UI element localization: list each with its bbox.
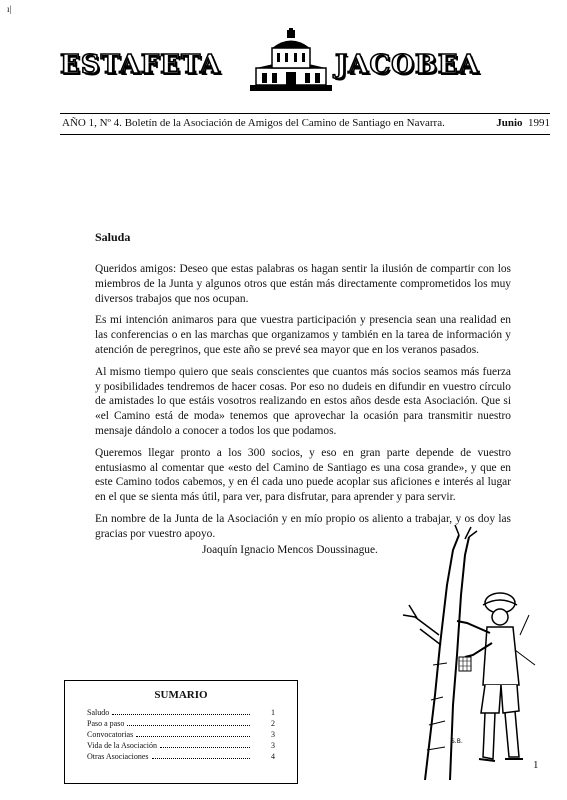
corner-mark: ı|: [7, 4, 12, 14]
church-logo-icon: [250, 28, 332, 92]
leader-dots: [160, 747, 250, 748]
article-title: Saluda: [95, 230, 131, 244]
leader-dots: [112, 714, 250, 715]
masthead-word-left: ESTAFETA: [60, 50, 222, 80]
article-paragraph: Al mismo tiempo quiero que seais conscientes que cuantos más socios seamos más fuerza y posibilidades tendremos de hacer cosas. Por eso no dudeis en difundir en vuestro círculo de amistades lo que estáis vosotros realizando en estos años desde esta Asociación. Que si «el Camino está de moda» tenemos que aprovechar la ocasión para transmitir nuestro mensaje dándolo a conocer a todos los que podamos.: [95, 365, 511, 437]
sumario-item: [87, 718, 275, 729]
masthead-word-right: JACOBEA: [335, 50, 480, 80]
issue-year: 1991: [528, 117, 550, 129]
issue-number: AÑO 1, Nº 4.: [62, 117, 122, 129]
leader-dots: [127, 725, 250, 726]
signature: Joaquín Ignacio Mencos Doussinague.: [202, 544, 378, 556]
sumario-item-page: 3: [271, 741, 275, 750]
sumario-item: [87, 729, 275, 740]
article-body: [95, 262, 511, 549]
sumario-item: [87, 707, 275, 718]
sumario-item-page: 4: [271, 752, 275, 761]
article-paragraph: Queremos llegar pronto a los 300 socios, y eso en gran parte depende de vuestro entusiasmo al comentar que «esto del Camino de Santiago es una cosa grande», y que en este Camino todos cabemos, y en él cada uno puede acoplar sus aficiones e interés al lugar en el que se sienta más útil, para ver, para disfrutar, para aprender y para servir.: [95, 446, 511, 504]
sumario-item-page: 1: [271, 708, 275, 717]
illustration-initials: S.B.: [451, 738, 463, 745]
sumario-item: [87, 751, 275, 762]
sumario-item-label: Otras Asociaciones: [87, 752, 149, 761]
sumario-title: SUMARIO: [154, 689, 208, 701]
article-paragraph: En nombre de la Junta de la Asociación y en mío propio os aliento a trabajar, y os doy las gracias por vuestro apoyo.: [95, 512, 511, 540]
pilgrim-marking-tree-illustration: [395, 525, 545, 780]
masthead: [60, 28, 510, 98]
sumario-item-label: Saludo: [87, 708, 110, 717]
sumario-item-label: Paso a paso: [87, 719, 125, 728]
header-rule-bottom: [60, 134, 550, 135]
article-paragraph: Es mi intención animaros para que vuestra participación y presencia sean una realidad en las conferencias o en las marchas que organizamos y también en la tarea de información y atención de peregrinos, que este año se prevé sea mayor que en los veranos pasados.: [95, 314, 511, 356]
issue-header: [62, 117, 550, 131]
leader-dots: [136, 736, 250, 737]
sumario-box: [64, 680, 298, 784]
header-rule-top: [60, 113, 550, 114]
sumario-item-label: Vida de la Asociación: [87, 741, 157, 750]
sumario-item-page: 2: [271, 719, 275, 728]
sumario-item-label: Convocatorias: [87, 730, 134, 739]
sumario-item-page: 3: [271, 730, 275, 739]
page-number: 1: [533, 759, 539, 771]
sumario-item: [87, 740, 275, 751]
article-paragraph: Queridos amigos: Deseo que estas palabras os hagan sentir la ilusión de compartir con los miembros de la Junta y algunos otros que están más directamente comprometidos los muy diversos trabajos que nos ocupan.: [95, 263, 511, 305]
issue-month: Junio: [496, 117, 523, 129]
publication-name: Boletín de la Asociación de Amigos del Camino de Santiago en Navarra.: [124, 117, 445, 129]
leader-dots: [152, 758, 250, 759]
